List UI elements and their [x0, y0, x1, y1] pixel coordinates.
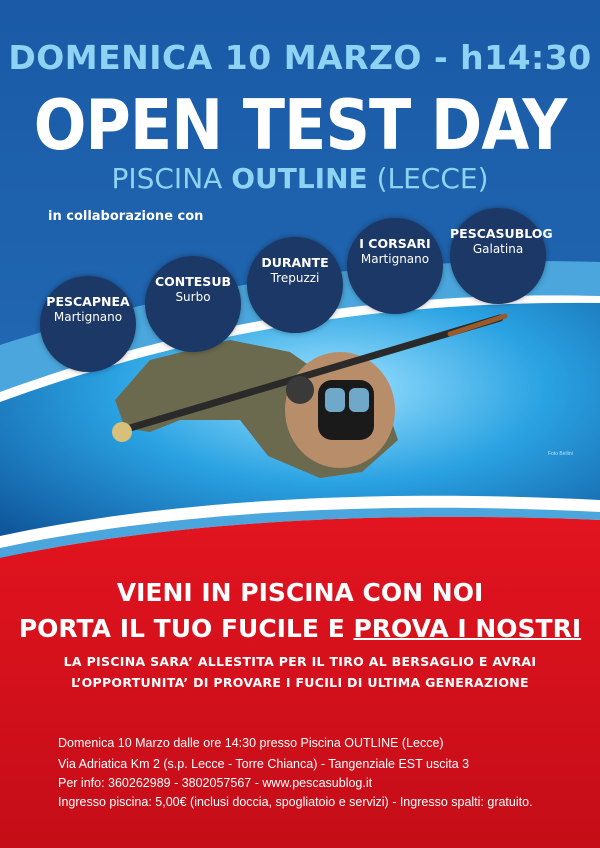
promo-subline-2: L’OPPORTUNITA’ DI PROVARE I FUCILI DI ULTIMA GENERAZIONE — [71, 675, 529, 690]
info-date-line: Domenica 10 Marzo dalle ore 14:30 presso Piscina OUTLINE (Lecce) — [58, 736, 444, 750]
partner-city: Martignano — [360, 252, 430, 266]
info-price-line: Ingresso piscina: 5,00€ (inclusi doccia, spogliatoio e servizi) - Ingresso spalti: gratuito. — [58, 795, 533, 809]
partner-city: Trepuzzi — [270, 271, 320, 285]
collaboration-label: in collaborazione con — [48, 209, 204, 224]
partner-name: PESCAPNEA — [46, 294, 130, 309]
partner-badge-i-corsari — [347, 218, 443, 314]
photo-credit: Foto Bellini — [548, 451, 573, 457]
partner-name: CONTESUB — [154, 274, 231, 289]
partner-city: Surbo — [175, 290, 211, 304]
partner-city: Martignano — [53, 310, 123, 324]
partner-badge-durante — [247, 237, 343, 333]
info-address-line: Via Adriatica Km 2 (s.p. Lecce - Torre Chianca) - Tangenziale EST uscita 3 — [58, 757, 470, 771]
event-title: OPEN TEST DAY — [33, 84, 567, 166]
venue-city: (LECCE) — [367, 162, 489, 195]
partner-name: DURANTE — [261, 255, 329, 270]
event-date-line: DOMENICA 10 MARZO - h14:30 — [8, 38, 592, 77]
partner-city: Galatina — [472, 242, 524, 256]
promo-subline-1: LA PISCINA SARA’ ALLESTITA PER IL TIRO AL BERSAGLIO E AVRAI — [63, 654, 537, 669]
partner-name: PESCASUBLOG — [450, 226, 553, 241]
venue-prefix: PISCINA — [111, 162, 232, 195]
partner-name: I CORSARI — [359, 236, 431, 251]
venue-name: OUTLINE — [231, 162, 368, 195]
info-contact-line: Per info: 360262989 - 3802057567 - www.pescasublog.it — [58, 776, 373, 790]
promo-headline-2-underlined: PROVA I NOSTRI — [353, 614, 582, 643]
venue-line — [0, 162, 600, 195]
promo-headline-1: VIENI IN PISCINA CON NOI — [116, 578, 484, 607]
partner-badge-pescapnea — [40, 276, 136, 372]
promo-headline-2 — [0, 614, 600, 643]
partner-badge-contesub — [145, 256, 241, 352]
promo-headline-2-prefix: PORTA IL TUO FUCILE E — [18, 614, 354, 643]
partner-badge-pescasublog — [450, 208, 553, 304]
